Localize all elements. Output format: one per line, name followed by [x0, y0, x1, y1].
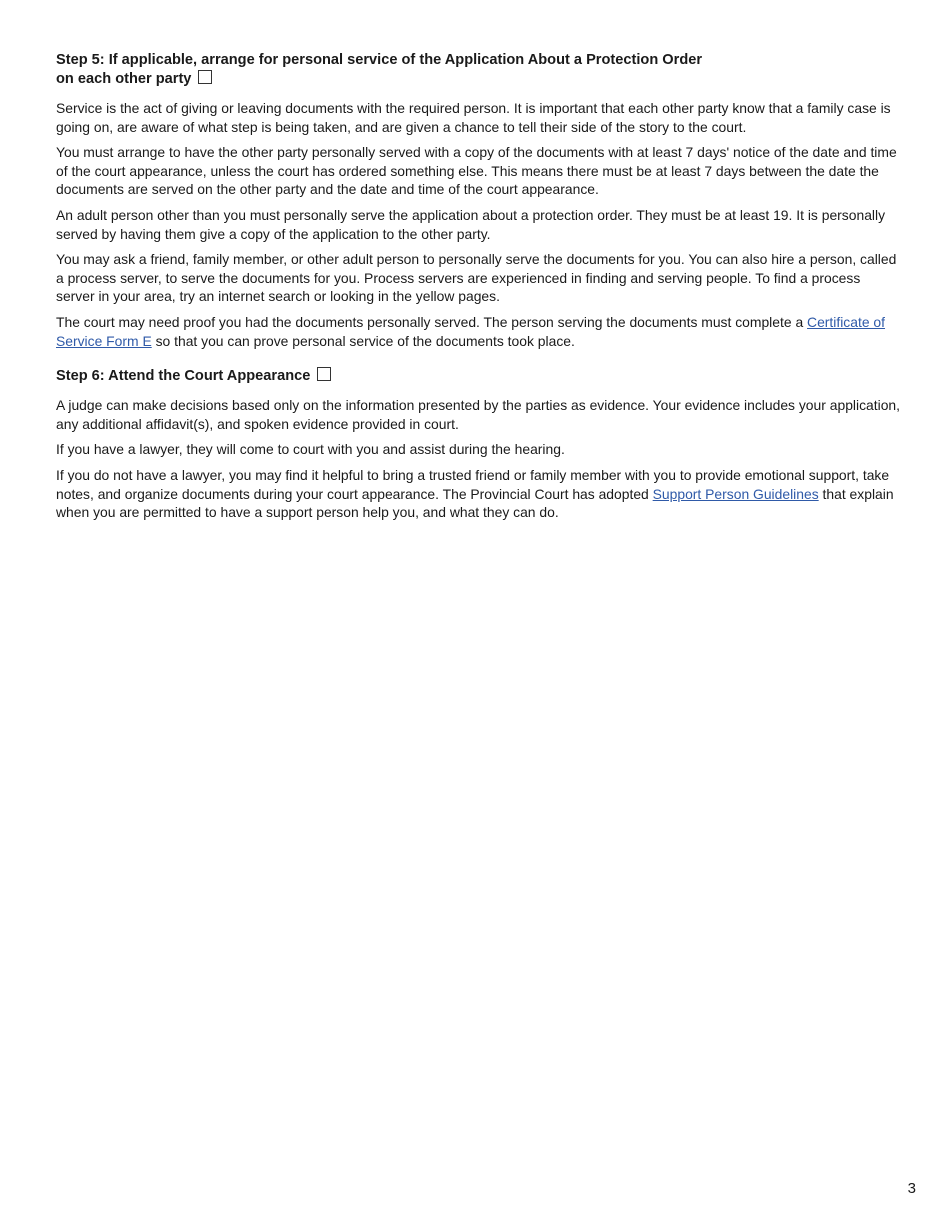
step-6-paragraph: A judge can make decisions based only on the information presented by the parties as evidence. Your evidence includes your application, any additional affidavit(s), and spoken evidence provided in court.	[56, 397, 901, 432]
step-6-paragraph: If you have a lawyer, they will come to court with you and assist during the hearing.	[56, 441, 565, 458]
step-5-heading-line-2: on each other party	[56, 71, 192, 87]
support-text-after: that explain when you are permitted to have a support person help you, and what they can do.	[56, 485, 894, 521]
certificate-of-service-link[interactable]: Certificate of Service Form E	[56, 313, 886, 349]
document-page	[56, 51, 902, 529]
step-5-paragraph: Service is the act of giving or leaving documents with the required person. It is important that each other party know that a family case is going on, are aware of what step is being taken, and are given a chance to tell their side of the story to the court.	[56, 100, 891, 135]
support-text-before: If you do not have a lawyer, you may find it helpful to bring a trusted friend or family member with you to provide emotional support, take notes, and organize documents during your court appearance. The Provincial Court has adopted	[56, 466, 890, 502]
step-6-support-paragraph	[56, 466, 902, 522]
step-5-heading-line-1: Step 5: If applicable, arrange for personal service of the Application About a Protection Order	[56, 52, 703, 68]
support-person-guidelines-link[interactable]: Support Person Guidelines	[652, 485, 819, 502]
step-5-paragraph: You may ask a friend, family member, or other adult person to personally serve the documents for you. You can also hire a person, called a process server, to serve the documents for you. Process servers are experienced in finding and serving people. To find a process server in your area, try an internet search or looking in the yellow pages.	[56, 251, 897, 305]
page-number: 3	[907, 1180, 916, 1197]
proof-text-after: so that you can prove personal service of the documents took place.	[151, 332, 575, 349]
proof-text-before: The court may need proof you had the documents personally served. The person serving the documents must complete a	[56, 313, 808, 330]
step-5-paragraph: You must arrange to have the other party personally served with a copy of the documents with at least 7 days' notice of the date and time of the court appearance, unless the court has ordered something else. This means there must be at least 7 days between the date the documents are served on the other party and the date and time of the court appearance.	[56, 144, 897, 198]
step-6-heading-text: Step 6: Attend the Court Appearance	[56, 368, 311, 385]
step-6-checkbox[interactable]	[317, 367, 331, 381]
step-6-heading	[56, 367, 902, 386]
step-5-paragraph: An adult person other than you must personally serve the application about a protection order. They must be at least 19. It is personally served by having them give a copy of the application to the other party.	[56, 206, 886, 242]
step-5-checkbox[interactable]	[198, 70, 212, 84]
step-5-proof-paragraph	[56, 313, 902, 350]
step-5-heading	[56, 51, 902, 89]
